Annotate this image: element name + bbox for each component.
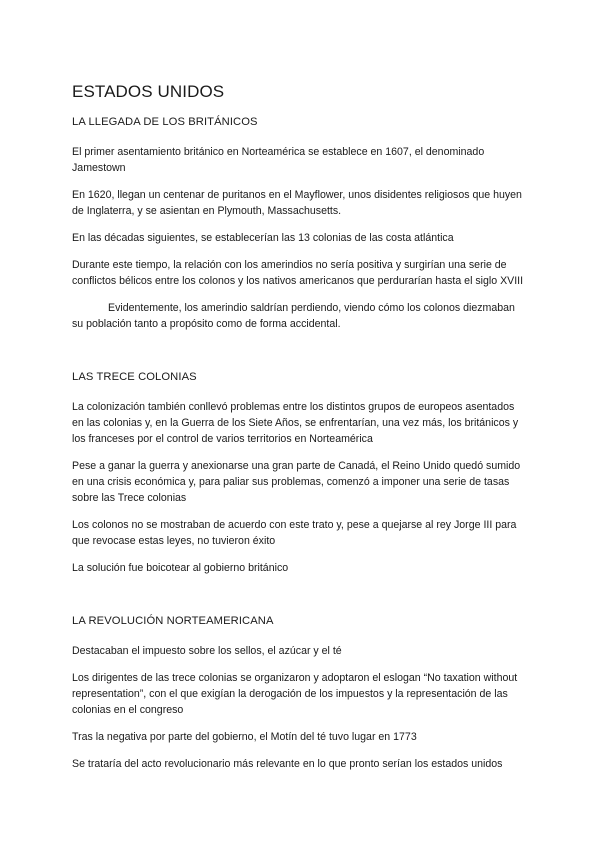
paragraph: Durante este tiempo, la relación con los amerindios no sería positiva y surgirían una serie de conflictos bélicos entre los colonos y los nativos americanos que perdurarían hasta el siglo XVIII xyxy=(72,259,524,287)
section-spacer xyxy=(72,587,532,615)
paragraph: La colonización también conllevó problemas entre los distintos grupos de europeos asentados en las colonias y, en la Guerra de los Siete Años, se enfrentarían, una vez más, los británicos y los franceses por el control de varios territorios en Norteamérica xyxy=(72,401,519,445)
paragraph: En las décadas siguientes, se establecerían las 13 colonias de las costa atlántica xyxy=(72,232,454,244)
section-heading-revolucion: LA REVOLUCIÓN NORTEAMERICANA xyxy=(72,615,274,627)
paragraph: Los dirigentes de las trece colonias se organizaron y adoptaron el eslogan “No taxation without representation”, con el que exigían la derogación de los impuestos y la representación de las colonias en el congreso xyxy=(72,672,518,716)
paragraph: Los colonos no se mostraban de acuerdo con este trato y, pese a quejarse al rey Jorge III para que revocase estas leyes, no tuvieron éxito xyxy=(72,519,517,547)
paragraph: La solución fue boicotear al gobierno británico xyxy=(72,562,289,574)
paragraph: Pese a ganar la guerra y anexionarse una gran parte de Canadá, el Reino Unido quedó sumido en una crisis económica y, para paliar sus problemas, comenzó a imponer una serie de tasas sobre las Trece colonias xyxy=(72,460,521,504)
paragraph: Se trataría del acto revolucionario más relevante en lo que pronto serían los estados unidos xyxy=(72,758,503,770)
paragraph: El primer asentamiento británico en Norteamérica se establece en 1607, el denominado Jamestown xyxy=(72,146,485,174)
paragraph: Destacaban el impuesto sobre los sellos, el azúcar y el té xyxy=(72,645,342,657)
paragraph: En 1620, llegan un centenar de puritanos en el Mayflower, unos disidentes religiosos que huyen de Inglaterra, y se asientan en Plymouth, Massachusetts. xyxy=(72,189,522,217)
paragraph: Tras la negativa por parte del gobierno, el Motín del té tuvo lugar en 1773 xyxy=(72,731,417,743)
section-heading-trece-colonias: LAS TRECE COLONIAS xyxy=(72,371,197,383)
document-title: ESTADOS UNIDOS xyxy=(72,82,225,101)
document-body xyxy=(72,82,532,783)
section-heading-britanicos: LA LLEGADA DE LOS BRITÁNICOS xyxy=(72,116,258,128)
paragraph-indented: Evidentemente, los amerindio saldrían perdiendo, viendo cómo los colonos diezmaban su población tanto a propósito como de forma accidental. xyxy=(72,302,515,330)
section-spacer xyxy=(72,343,532,371)
